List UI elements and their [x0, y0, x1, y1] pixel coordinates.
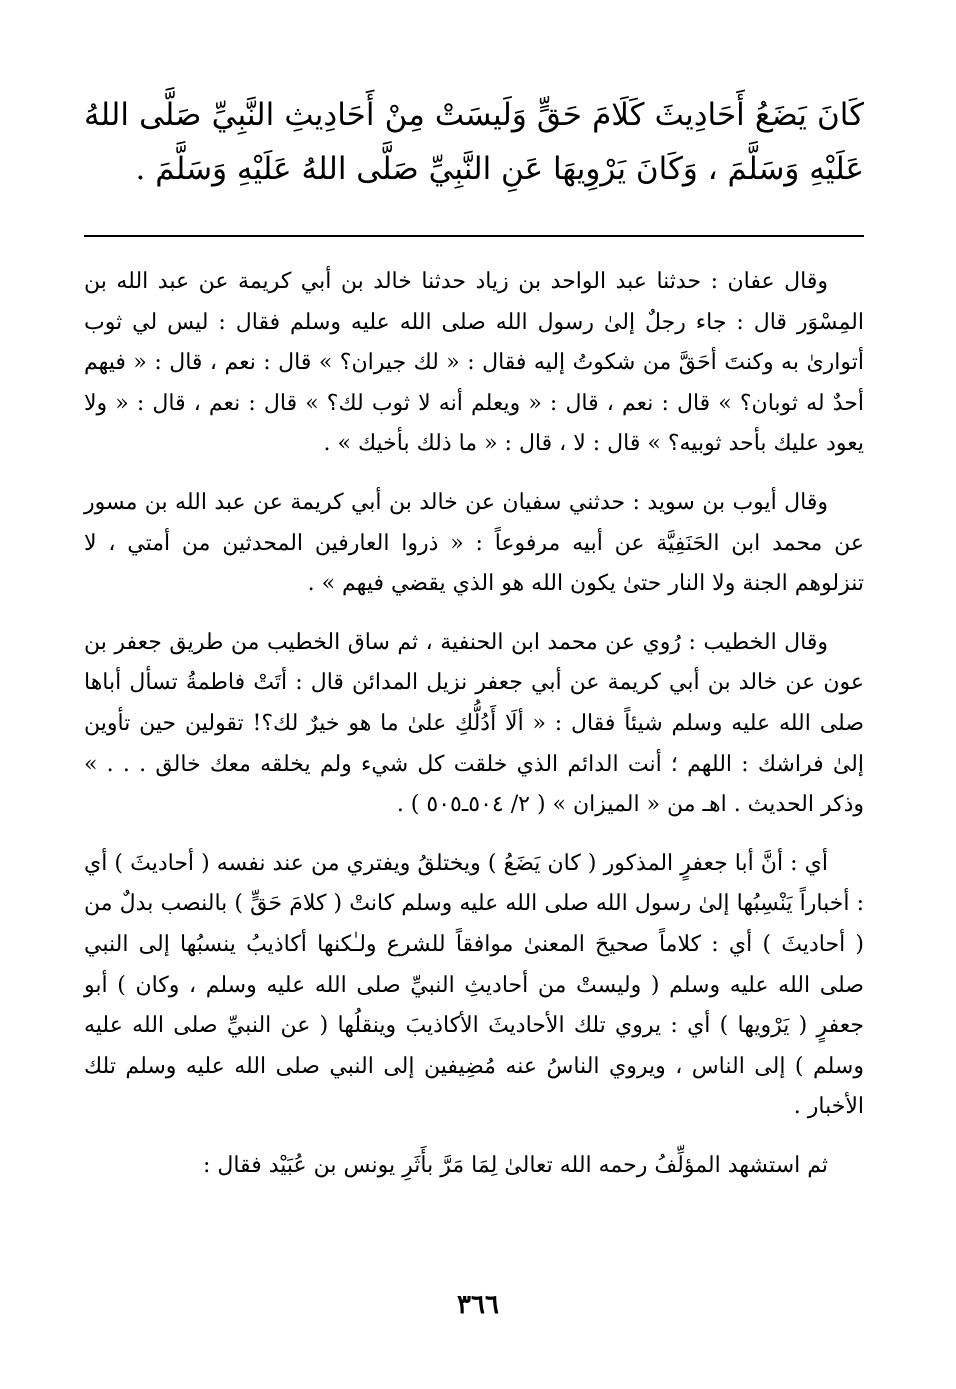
commentary [84, 262, 864, 1204]
page-number: ٣٦٦ [457, 1290, 499, 1320]
paragraph-transition: ثم استشهد المؤلِّفُ رحمه الله تعالىٰ لِمَا مَرَّ بأَثَرِ يونس بن عُبَيْد فقال : [202, 1152, 828, 1178]
paragraph-affan: وقال عفان : حدثنا عبد الواحد بن زياد حدثنا خالد بن أبي كريمة عن عبد الله بن المِسْوَر قال : جاء رجلٌ إلىٰ رسول الله صلى الله عليه وسلم فقال : ليس لي ثوب أتوارىٰ به وكنتَ أحَقَّ من شكوتُ إليه فقال : « لك جيران؟ » قال : نعم ، قال : « فيهم أحدٌ له ثوبان؟ » قال : نعم ، قال : « ويعلم أنه لا ثوب لك؟ » قال : نعم ، قال : « ولا يعود عليك بأحد ثوبيه؟ » قال : لا ، قال : « ما ذلك بأخيك » . [84, 269, 865, 457]
matn-text: كَانَ يَضَعُ أَحَادِيثَ كَلَامَ حَقٍّ وَلَيسَتْ مِنْ أَحَادِيثِ النَّبِيِّ صَلَّى اللهُ عَلَيْهِ وَسَلَّمَ ، وَكَانَ يَرْوِيهَا عَنِ النَّبِيِّ صَلَّى اللهُ عَلَيْهِ وَسَلَّمَ . [84, 97, 864, 187]
paragraph-khatib: وقال الخطيب : رُوي عن محمد ابن الحنفية ، ثم ساق الخطيب من طريق جعفر بن عون عن خالد بن أبي كريمة عن أبي جعفر نزيل المدائن قال : أتَتْ فاطمةُ تسأل أباها صلى الله عليه وسلم شيئاً فقال : « ألَا أَدُلُّكِ علىٰ ما هو خيرٌ لك؟! تقولين حين تأوين إلىٰ فراشك : اللهم ؛ أنت الدائم الذي خلقت كل شيء ولم يخلقه معك خالق . . . » وذكر الحديث . اهـ من « الميزان » ( ٢/ ٥٠٤ـ٥٠٥ ) . [84, 629, 865, 818]
paragraph-ayyub: وقال أيوب بن سويد : حدثني سفيان عن خالد بن أبي كريمة عن عبد الله بن مسور عن محمد ابن الحَنَفِيَّة عن أبيه مرفوعاً : « ذروا العارفين المحدثين من أمتي ، لا تنزلوهم الجنة ولا النار حتىٰ يكون الله هو الذي يقضي فيهم » . [84, 489, 864, 597]
paragraph-explanation: أي : أنَّ أبا جعفرٍ المذكور ( كان يَضَعُ ) ويختلقُ ويفتري من عند نفسه ( أحاديثَ ) أي : أخباراً يَنْسِبُها إلىٰ رسول الله صلى الله عليه وسلم كانتْ ( كلامَ حَقٍّ ) بالنصب بدلٌ من ( أحاديثَ ) أي : كلاماً صحيحَ المعنىٰ موافقاً للشرع ولـٰكنها أكاذيبُ ينسبُها إلى النبي صلى الله عليه وسلم ( وليستْ من أحاديثِ النبيِّ صلى الله عليه وسلم ، وكان ) أبو جعفرٍ ( يَرْويها ) أي : يروي تلك الأحاديثَ الأكاذيبَ وينقلُها ( عن النبيِّ صلى الله عليه وسلم ) إلى الناس ، ويروي الناسُ عنه مُضِيفين إلى النبي صلى الله عليه وسلم تلك الأخبار . [84, 850, 864, 1120]
separator-line [84, 235, 864, 237]
